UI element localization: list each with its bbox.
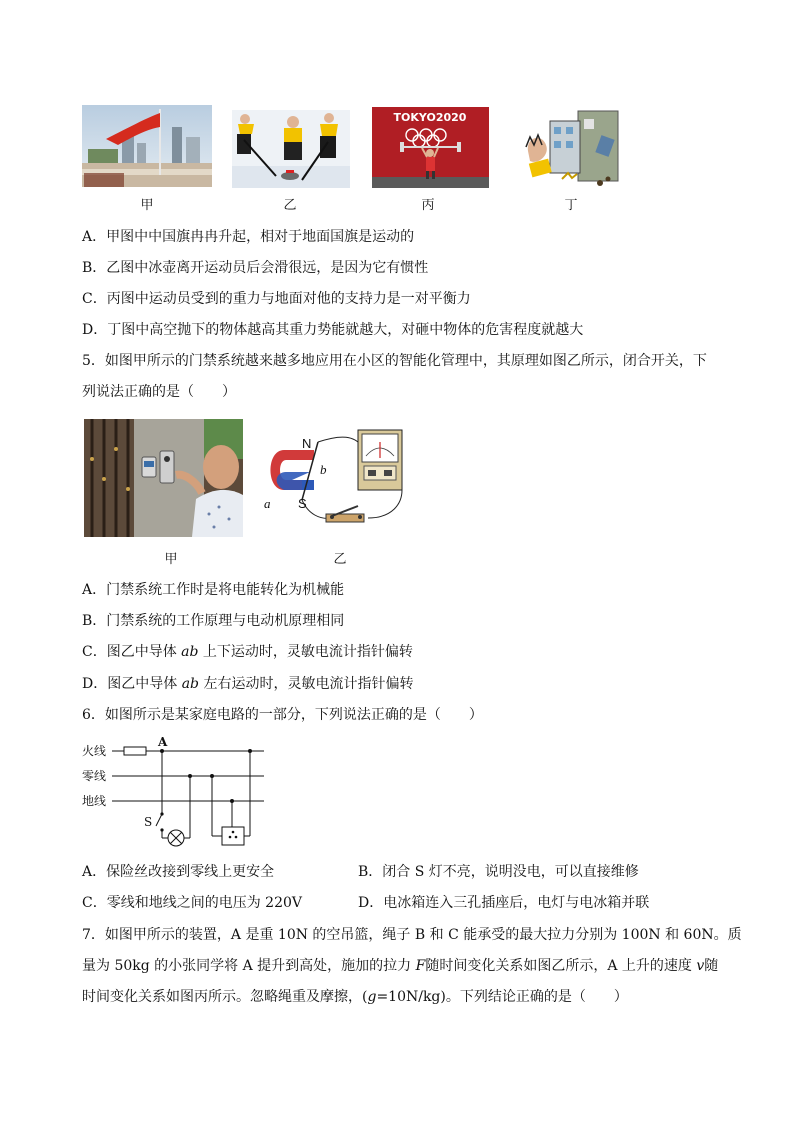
q6-option-c[interactable]: C．零线和地线之间的电压为 220V xyxy=(82,895,302,911)
q5-option-b[interactable]: B．门禁系统的工作原理与电动机原理相同 xyxy=(82,613,345,629)
q7-symbol-v: v xyxy=(696,958,705,974)
caption-yi: 乙 xyxy=(283,198,297,213)
tokyo-2020-text: TOKYO2020 xyxy=(393,111,467,124)
caption-ding: 丁 xyxy=(564,198,578,213)
wire-label-live: 火线 xyxy=(82,744,107,758)
q6-stem: 6．如图所示是某家庭电路的一部分，下列说法正确的是（ ） xyxy=(82,707,483,723)
q4-option-b[interactable]: B．乙图中冰壶离开运动员后会滑很远，是因为它有惯性 xyxy=(82,260,429,276)
q5-option-d-pre: D．图乙中导体 xyxy=(82,676,182,692)
label-n: N xyxy=(302,436,312,451)
q7-line3-post: =10N/kg)。下列结论正确的是（ ） xyxy=(376,989,628,1005)
q4-option-d[interactable]: D．丁图中高空抛下的物体越高其重力势能就越大，对砸中物体的危害程度就越大 xyxy=(82,322,584,338)
q7-line2-pre: 量为 50kg 的小张同学将 A 提升到高处，施加的拉力 xyxy=(82,958,416,974)
q5-option-d[interactable] xyxy=(82,674,413,694)
wire-label-ground: 地线 xyxy=(82,794,107,808)
q7-symbol-f: F xyxy=(415,958,426,974)
diagram-electromagnetic-induction xyxy=(262,428,414,532)
q5-option-c[interactable] xyxy=(82,642,413,662)
q7-line3-pre: 时间变化关系如图丙所示。忽略绳重及摩擦，( xyxy=(82,989,368,1005)
caption-jia: 甲 xyxy=(140,198,154,213)
image-yi-curling xyxy=(232,110,350,188)
image-bing-weightlifting xyxy=(372,107,489,188)
q5-stem-line2: 列说法正确的是（ ） xyxy=(82,384,236,400)
q6-option-b[interactable]: B．闭合 S 灯不亮，说明没电，可以直接维修 xyxy=(358,864,639,880)
caption-q5-yi: 乙 xyxy=(333,552,347,567)
image-access-control-photo xyxy=(84,419,243,537)
label-b: b xyxy=(320,462,327,477)
q7-line1: 7．如图甲所示的装置，A 是重 10N 的空吊篮，绳子 B 和 C 能承受的最大拉力分别为 100N 和 60N。质 xyxy=(82,927,742,943)
q7-symbol-g: g xyxy=(367,989,377,1005)
diagram-household-circuit xyxy=(82,736,272,848)
label-switch-s: S xyxy=(144,815,153,829)
q5-option-a[interactable]: A．门禁系统工作时是将电能转化为机械能 xyxy=(82,582,345,598)
q5-option-c-ab: ab xyxy=(181,644,199,660)
q5-option-d-ab: ab xyxy=(181,676,199,692)
label-s: S xyxy=(298,496,307,511)
q7-line2 xyxy=(82,956,718,976)
q6-option-a[interactable]: A．保险丝改接到零线上更安全 xyxy=(82,864,275,880)
image-jia-flag-raising xyxy=(82,105,212,187)
label-a: a xyxy=(264,496,271,511)
wire-label-neutral: 零线 xyxy=(82,769,107,783)
label-point-a: A xyxy=(158,736,168,749)
q5-option-d-post: 左右运动时，灵敏电流计指针偏转 xyxy=(199,676,414,692)
q7-line2-post: 随 xyxy=(704,958,719,974)
caption-q5-jia: 甲 xyxy=(164,552,178,567)
q4-option-c[interactable]: C．丙图中运动员受到的重力与地面对他的支持力是一对平衡力 xyxy=(82,291,471,307)
q7-line2-mid: 随时间变化关系如图乙所示，A 上升的速度 xyxy=(425,958,697,974)
q6-option-d[interactable]: D．电冰箱连入三孔插座后，电灯与电冰箱并联 xyxy=(358,895,650,911)
q4-option-a[interactable]: A．甲图中中国旗冉冉升起，相对于地面国旗是运动的 xyxy=(82,229,415,245)
q7-line3 xyxy=(82,987,628,1007)
caption-bing: 丙 xyxy=(421,198,435,213)
q5-option-c-post: 上下运动时，灵敏电流计指针偏转 xyxy=(198,644,413,660)
image-ding-falling-object xyxy=(520,107,622,189)
q5-stem-line1: 5．如图甲所示的门禁系统越来越多地应用在小区的智能化管理中，其原理如图乙所示，闭合开关，下 xyxy=(82,353,707,369)
q5-option-c-pre: C．图乙中导体 xyxy=(82,644,182,660)
